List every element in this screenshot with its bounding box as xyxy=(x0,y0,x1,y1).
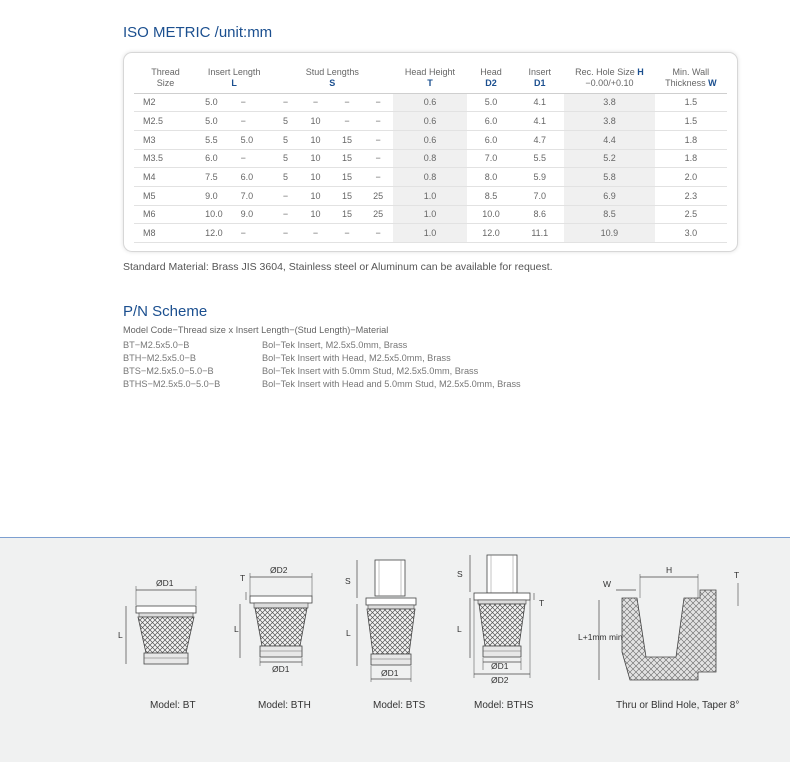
diagram-bts xyxy=(345,560,416,682)
label-t: T xyxy=(734,570,740,580)
cell-rec-hole: 3.8 xyxy=(564,112,655,131)
cell-stud-length-c: − xyxy=(331,224,363,243)
cell-thread: M2 xyxy=(134,93,197,112)
diagram-bths xyxy=(457,555,544,685)
cell-stud-length-b: 10 xyxy=(300,168,332,187)
label-l: L xyxy=(457,624,462,634)
cell-thread: M3 xyxy=(134,130,197,149)
th-thread: Thread Size xyxy=(134,63,197,93)
th-head-d2: Head D2 xyxy=(467,63,516,93)
model-bths-label: Model: BTHS xyxy=(474,700,534,711)
cell-stud-length-d: − xyxy=(363,168,394,187)
th-stud-lengths: Stud Lengths S xyxy=(271,63,393,93)
cell-insert-d1: 11.1 xyxy=(515,224,564,243)
cell-insert-length-b: − xyxy=(233,224,272,243)
cell-head-height: 0.8 xyxy=(393,168,466,187)
cell-insert-length-b: − xyxy=(233,149,272,168)
pn-desc: Bol−Tek Insert with Head, M2.5x5.0mm, Brass xyxy=(262,353,451,363)
cell-min-wall: 2.0 xyxy=(655,168,727,187)
cell-stud-length-a: − xyxy=(271,186,299,205)
pn-code: BT−M2.5x5.0−B xyxy=(123,340,190,350)
model-bt-label: Model: BT xyxy=(150,700,196,711)
cell-stud-length-d: − xyxy=(363,112,394,131)
cell-stud-length-c: 15 xyxy=(331,205,363,224)
cell-insert-d1: 8.6 xyxy=(515,205,564,224)
cell-insert-d1: 7.0 xyxy=(515,186,564,205)
cell-head-height: 0.6 xyxy=(393,112,466,131)
th-insert-d1: Insert D1 xyxy=(515,63,564,93)
cell-stud-length-a: 5 xyxy=(271,112,299,131)
cell-min-wall: 1.5 xyxy=(655,112,727,131)
cell-stud-length-c: 15 xyxy=(331,130,363,149)
cell-insert-d1: 5.5 xyxy=(515,149,564,168)
cell-insert-length-b: 9.0 xyxy=(233,205,272,224)
pn-code: BTHS−M2.5x5.0−5.0−B xyxy=(123,379,221,389)
cell-stud-length-d: − xyxy=(363,224,394,243)
label-d2: ØD2 xyxy=(491,675,509,685)
cell-head-d2: 6.0 xyxy=(467,112,516,131)
cell-min-wall: 1.5 xyxy=(655,93,727,112)
cell-head-height: 1.0 xyxy=(393,186,466,205)
cell-insert-d1: 4.1 xyxy=(515,93,564,112)
cell-insert-length-a: 7.5 xyxy=(197,168,233,187)
label-d2: ØD2 xyxy=(270,565,288,575)
th-min-wall: Min. Wall Thickness W xyxy=(655,63,727,93)
cell-stud-length-b: 10 xyxy=(300,130,332,149)
label-d1: ØD1 xyxy=(381,668,399,678)
label-s: S xyxy=(457,569,463,579)
label-h: H xyxy=(666,565,673,575)
cell-insert-length-b: 7.0 xyxy=(233,186,272,205)
cell-rec-hole: 5.8 xyxy=(564,168,655,187)
cell-insert-length-a: 6.0 xyxy=(197,149,233,168)
label-l: L xyxy=(234,624,239,634)
pn-code: BTS−M2.5x5.0−5.0−B xyxy=(123,366,214,376)
cell-thread: M3.5 xyxy=(134,149,197,168)
cell-insert-d1: 4.7 xyxy=(515,130,564,149)
cell-stud-length-a: − xyxy=(271,224,299,243)
cell-stud-length-d: − xyxy=(363,93,394,112)
pn-desc: Bol−Tek Insert with 5.0mm Stud, M2.5x5.0mm, Brass xyxy=(262,366,479,376)
label-d1: ØD1 xyxy=(272,664,290,674)
cell-head-height: 0.6 xyxy=(393,130,466,149)
label-d1: ØD1 xyxy=(156,578,174,588)
cell-stud-length-b: 10 xyxy=(300,149,332,168)
pn-code: BTH−M2.5x5.0−B xyxy=(123,353,197,363)
hole-caption: Thru or Blind Hole, Taper 8° xyxy=(616,700,740,711)
model-bts-label: Model: BTS xyxy=(373,700,426,711)
cell-stud-length-a: 5 xyxy=(271,149,299,168)
cell-insert-length-a: 10.0 xyxy=(197,205,233,224)
pn-format: Model Code−Thread size x Insert Length−(Stud Length)−Material xyxy=(123,325,389,335)
cell-stud-length-b: − xyxy=(300,224,332,243)
cell-stud-length-a: − xyxy=(271,93,299,112)
cell-stud-length-b: 10 xyxy=(300,186,332,205)
cell-head-d2: 6.0 xyxy=(467,130,516,149)
cell-thread: M8 xyxy=(134,224,197,243)
cell-insert-length-a: 12.0 xyxy=(197,224,233,243)
cell-rec-hole: 10.9 xyxy=(564,224,655,243)
cell-stud-length-a: − xyxy=(271,205,299,224)
cell-stud-length-c: 15 xyxy=(331,168,363,187)
cell-rec-hole: 8.5 xyxy=(564,205,655,224)
cell-stud-length-a: 5 xyxy=(271,168,299,187)
cell-head-d2: 8.0 xyxy=(467,168,516,187)
cell-stud-length-c: − xyxy=(331,112,363,131)
label-l: L xyxy=(118,630,123,640)
cell-min-wall: 1.8 xyxy=(655,130,727,149)
cell-stud-length-c: − xyxy=(331,93,363,112)
cell-head-d2: 10.0 xyxy=(467,205,516,224)
pn-desc: Bol−Tek Insert, M2.5x5.0mm, Brass xyxy=(262,340,408,350)
cell-min-wall: 1.8 xyxy=(655,149,727,168)
th-insert-length: Insert Length L xyxy=(197,63,271,93)
cell-thread: M5 xyxy=(134,186,197,205)
cell-insert-d1: 5.9 xyxy=(515,168,564,187)
cell-insert-length-a: 5.0 xyxy=(197,112,233,131)
cell-stud-length-d: 25 xyxy=(363,205,394,224)
cell-stud-length-c: 15 xyxy=(331,186,363,205)
cell-head-d2: 8.5 xyxy=(467,186,516,205)
cell-insert-length-b: 6.0 xyxy=(233,168,272,187)
cell-rec-hole: 6.9 xyxy=(564,186,655,205)
cell-stud-length-c: 15 xyxy=(331,149,363,168)
label-l-plus: L+1mm min xyxy=(578,632,623,642)
cell-stud-length-d: − xyxy=(363,149,394,168)
cell-min-wall: 2.3 xyxy=(655,186,727,205)
pn-scheme-title: P/N Scheme xyxy=(123,303,208,320)
cell-stud-length-b: 10 xyxy=(300,205,332,224)
label-d1: ØD1 xyxy=(491,661,509,671)
model-bth-label: Model: BTH xyxy=(258,700,311,711)
label-s: S xyxy=(345,576,351,586)
cell-head-height: 0.8 xyxy=(393,149,466,168)
cell-rec-hole: 5.2 xyxy=(564,149,655,168)
diagram-bth xyxy=(234,565,312,674)
cell-stud-length-b: 10 xyxy=(300,112,332,131)
iso-metric-title: ISO METRIC /unit:mm xyxy=(123,24,273,41)
cell-rec-hole: 3.8 xyxy=(564,93,655,112)
cell-head-d2: 5.0 xyxy=(467,93,516,112)
cell-stud-length-b: − xyxy=(300,93,332,112)
label-w: W xyxy=(603,579,612,589)
diagram-bt xyxy=(118,578,196,664)
label-t: T xyxy=(240,573,246,583)
cell-insert-length-b: 5.0 xyxy=(233,130,272,149)
cell-min-wall: 2.5 xyxy=(655,205,727,224)
cell-min-wall: 3.0 xyxy=(655,224,727,243)
cell-stud-length-d: − xyxy=(363,130,394,149)
cell-head-height: 1.0 xyxy=(393,224,466,243)
diagram-hole xyxy=(578,565,739,680)
cell-stud-length-d: 25 xyxy=(363,186,394,205)
label-t: T xyxy=(539,598,545,608)
cell-head-height: 1.0 xyxy=(393,205,466,224)
cell-insert-length-a: 9.0 xyxy=(197,186,233,205)
label-l: L xyxy=(346,628,351,638)
cell-thread: M6 xyxy=(134,205,197,224)
th-head-height: Head Height T xyxy=(393,63,466,93)
th-rec-hole: Rec. Hole Size H −0.00/+0.10 xyxy=(564,63,655,93)
cell-thread: M4 xyxy=(134,168,197,187)
cell-head-d2: 12.0 xyxy=(467,224,516,243)
cell-thread: M2.5 xyxy=(134,112,197,131)
cell-insert-length-a: 5.5 xyxy=(197,130,233,149)
cell-head-height: 0.6 xyxy=(393,93,466,112)
cell-insert-length-a: 5.0 xyxy=(197,93,233,112)
pn-desc: Bol−Tek Insert with Head and 5.0mm Stud, M2.5x5.0mm, Brass xyxy=(262,379,521,389)
cell-insert-length-b: − xyxy=(233,112,272,131)
material-note: Standard Material: Brass JIS 3604, Stainless steel or Aluminum can be available for request. xyxy=(123,261,553,273)
cell-insert-length-b: − xyxy=(233,93,272,112)
cell-head-d2: 7.0 xyxy=(467,149,516,168)
cell-stud-length-a: 5 xyxy=(271,130,299,149)
cell-insert-d1: 4.1 xyxy=(515,112,564,131)
cell-rec-hole: 4.4 xyxy=(564,130,655,149)
